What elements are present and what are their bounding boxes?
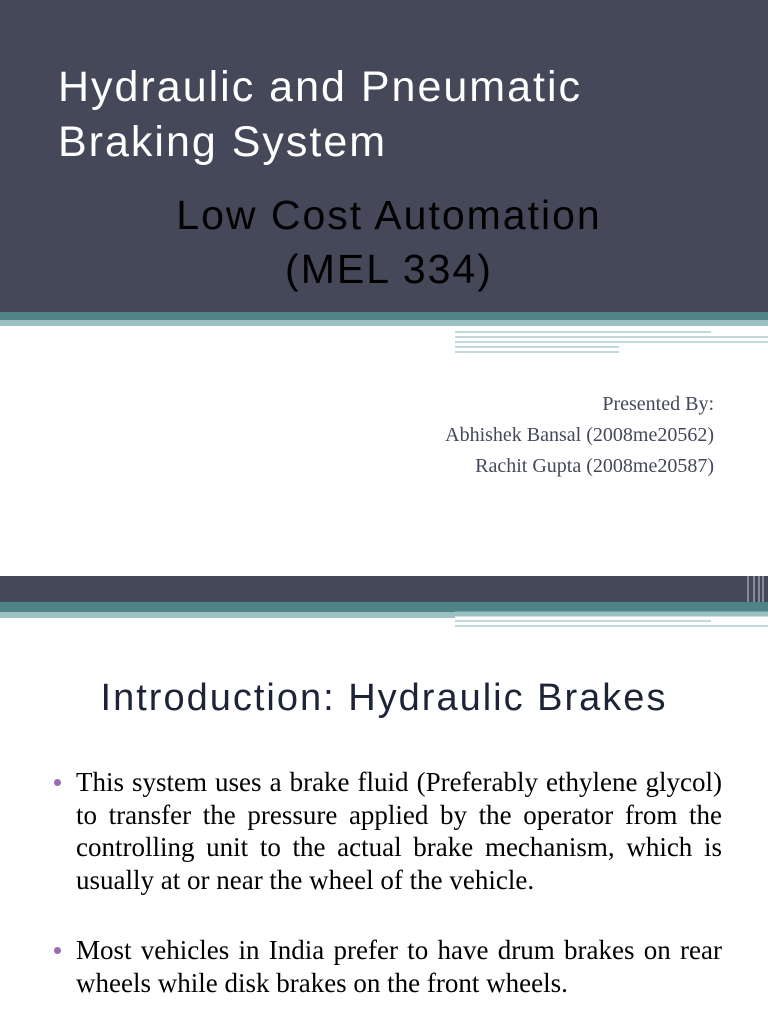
presenter-name: Rachit Gupta (2008me20587)	[475, 455, 714, 477]
header-band	[0, 576, 768, 602]
presenter-name: Abhishek Bansal (2008me20562)	[445, 424, 714, 446]
content-slide	[0, 576, 768, 1024]
subtitle-course: Low Cost Automation	[176, 192, 602, 238]
bullet-item	[50, 766, 722, 896]
slide-subtitle	[0, 188, 768, 296]
light-stripe	[0, 320, 455, 326]
bullet-item	[50, 934, 722, 999]
slide-heading: Introduction: Hydraulic Brakes	[100, 677, 668, 719]
bullet-icon	[54, 779, 61, 786]
bullet-text: This system uses a brake fluid (Preferably ethylene glycol) to transfer the pressure applied by the operator from the controlling unit to the actual brake mechanism, which is usually at or near the wheel of the vehicle.	[76, 767, 722, 895]
bullet-text: Most vehicles in India prefer to have drum brakes on rear wheels while disk brakes on the front wheels.	[76, 935, 722, 998]
decorative-lines	[455, 320, 768, 356]
light-stripe	[0, 612, 455, 618]
teal-stripe	[0, 312, 768, 320]
decorative-lines	[742, 576, 768, 602]
decorative-lines	[455, 610, 768, 630]
presented-by-label: Presented By:	[602, 393, 714, 415]
bullet-icon	[54, 947, 61, 954]
slide-title: Hydraulic and Pneumatic Braking System	[58, 63, 583, 166]
bullet-list	[50, 766, 722, 1024]
subtitle-code: (MEL 334)	[285, 246, 493, 292]
presenter-block	[445, 389, 714, 482]
